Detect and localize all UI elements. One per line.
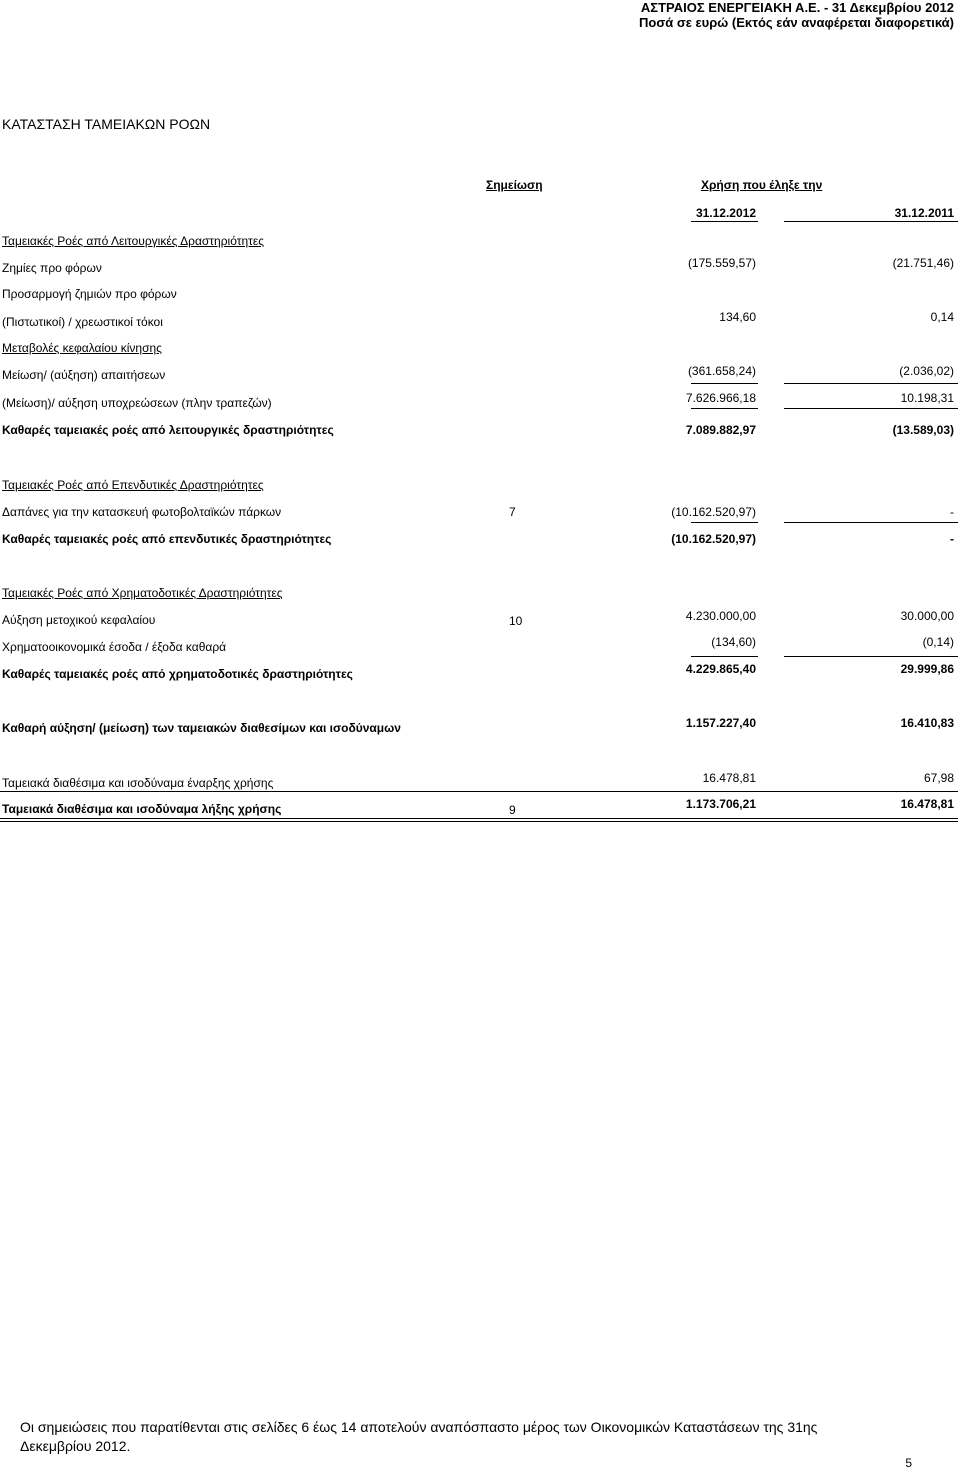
financing-total-value-2012: 4.229.865,40 [685, 662, 756, 676]
investing-total-value-2012: (10.162.520,97) [671, 532, 756, 546]
net-change-value-2012: 1.157.227,40 [685, 716, 756, 730]
operating-row-label: Μείωση/ (αύξηση) απαιτήσεων [2, 368, 166, 382]
operating-total-value-2011: (13.589,03) [892, 423, 954, 437]
closing-double-rule [0, 821, 958, 822]
financing-row-value-2011: 30.000,00 [900, 609, 954, 623]
operating-row-label: Προσαρμογή ζημιών προ φόρων [2, 287, 177, 301]
investing-total-value-2011: - [950, 532, 954, 546]
opening-cash-label: Ταμειακά διαθέσιμα και ισοδύναμα έναρξης χρήσης [2, 776, 274, 790]
closing-cash-value-2011: 16.478,81 [900, 797, 954, 811]
financing-row-note: 10 [509, 614, 523, 628]
financing-total-value-2011: 29.999,86 [900, 662, 954, 676]
investing-row-value-2011: - [950, 505, 954, 519]
net-change-value-2011: 16.410,83 [900, 716, 954, 730]
subtotal-line [784, 408, 958, 409]
subtotal-line [691, 522, 758, 523]
opening-cash-value-2011: 67,98 [923, 771, 954, 785]
closing-cash-value-2012: 1.173.706,21 [685, 797, 756, 811]
financing-row-value-2012: (134,60) [711, 635, 756, 649]
financing-row-label: Αύξηση μετοχικού κεφαλαίου [2, 613, 156, 627]
closing-cash-note: 9 [509, 803, 516, 817]
currency-note: Ποσά σε ευρώ (Εκτός εάν αναφέρεται διαφορετικά) [639, 15, 954, 30]
opening-cash-value-2012: 16.478,81 [702, 771, 756, 785]
operating-row-value-2011: (2.036,02) [899, 364, 954, 378]
financing-row-value-2012: 4.230.000,00 [685, 609, 756, 623]
operating-row-value-2011: (21.751,46) [892, 256, 954, 270]
operating-total-value-2012: 7.089.882,97 [685, 423, 756, 437]
closing-top-rule [0, 791, 958, 792]
financing-row-value-2011: (0,14) [922, 635, 954, 649]
company-header: ΑΣΤΡΑΙΟΣ ΕΝΕΡΓΕΙΑΚΗ Α.Ε. - 31 Δεκεμβρίου 2012 [640, 0, 954, 15]
investing-total-label: Καθαρές ταμειακές ροές από επενδυτικές δραστηριότητες [2, 532, 332, 546]
closing-bottom-rule [0, 818, 958, 819]
operating-heading: Ταμειακές Ροές από Λειτουργικές Δραστηριότητες [2, 234, 265, 248]
subtotal-line [784, 383, 958, 384]
investing-row-note: 7 [509, 505, 516, 519]
operating-row-label: (Πιστωτικοί) / χρεωστικοί τόκοι [2, 315, 163, 329]
subtotal-line [691, 383, 758, 384]
operating-row-label: Ζημίες προ φόρων [2, 261, 102, 275]
operating-row-label: Μεταβολές κεφαλαίου κίνησης [2, 341, 162, 355]
subtotal-line [691, 408, 758, 409]
page-number: 5 [905, 1456, 912, 1470]
year-2012-underline [691, 221, 758, 222]
year-2011-underline [784, 221, 958, 222]
investing-row-value-2012: (10.162.520,97) [671, 505, 756, 519]
operating-row-value-2012: 7.626.966,18 [685, 391, 756, 405]
period-column-header: Χρήση που έληξε την [701, 178, 823, 192]
year-2011-header: 31.12.2011 [894, 206, 954, 220]
investing-heading: Ταμειακές Ροές από Επενδυτικές Δραστηριότητες [2, 478, 264, 492]
operating-row-value-2011: 0,14 [930, 310, 954, 324]
subtotal-line [691, 656, 758, 657]
year-2012-header: 31.12.2012 [695, 206, 756, 220]
operating-row-label: (Μείωση)/ αύξηση υποχρεώσεων (πλην τραπεζών) [2, 396, 272, 410]
operating-total-label: Καθαρές ταμειακές ροές από λειτουργικές δραστηριότητες [2, 423, 334, 437]
financing-row-label: Χρηματοοικονομικά έσοδα / έξοδα καθαρά [2, 640, 227, 654]
statement-title: ΚΑΤΑΣΤΑΣΗ ΤΑΜΕΙΑΚΩΝ ΡΟΩΝ [2, 116, 211, 132]
closing-cash-label: Ταμειακά διαθέσιμα και ισοδύναμα λήξης χρήσης [2, 802, 282, 816]
net-change-label: Καθαρή αύξηση/ (μείωση) των ταμειακών διαθεσίμων και ισοδύναμων [2, 721, 401, 735]
note-column-header: Σημείωση [486, 178, 543, 192]
subtotal-line [784, 656, 958, 657]
financing-heading: Ταμειακές Ροές από Χρηματοδοτικές Δραστηριότητες [2, 586, 283, 600]
subtotal-line [784, 522, 958, 523]
investing-row-label: Δαπάνες για την κατασκευή φωτοβολταϊκών πάρκων [2, 505, 282, 519]
financing-total-label: Καθαρές ταμειακές ροές από χρηματοδοτικές δραστηριότητες [2, 667, 353, 681]
operating-row-value-2012: (361.658,24) [687, 364, 756, 378]
operating-row-value-2012: (175.559,57) [687, 256, 756, 270]
operating-row-value-2011: 10.198,31 [900, 391, 954, 405]
operating-row-value-2012: 134,60 [719, 310, 756, 324]
footer-note: Οι σημειώσεις που παρατίθενται στις σελίδες 6 έως 14 αποτελούν αναπόσπαστο μέρος των Οικονομικών Καταστάσεων της 31ης Δεκεμβρίου 2012. [20, 1419, 818, 1454]
